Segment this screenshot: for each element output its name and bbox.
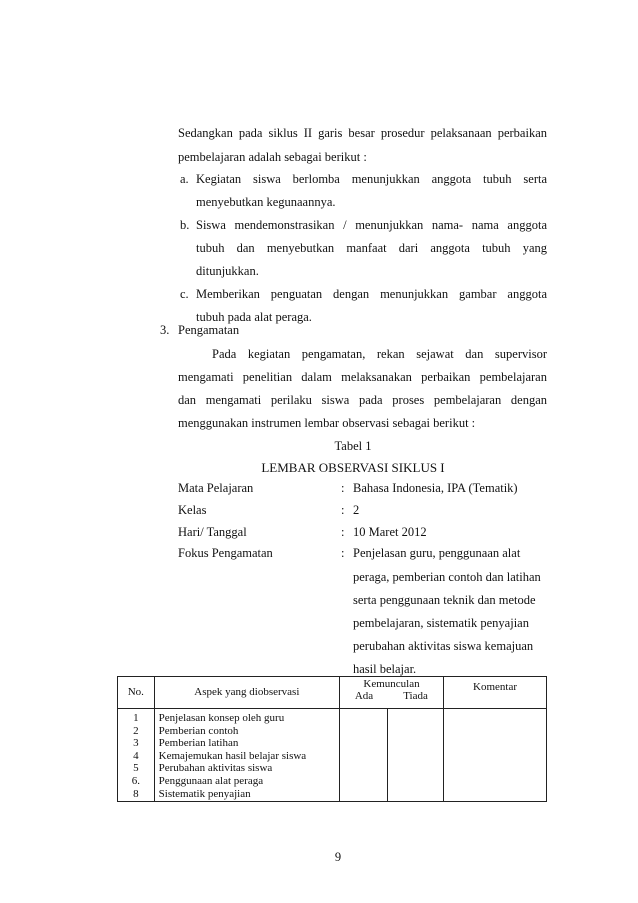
info-label-focus: Fokus Pengamatan <box>178 546 273 560</box>
para1-line2: pembelajaran adalah sebagai berikut : <box>178 150 367 164</box>
para1-line1: Sedangkan pada siklus II garis besar prosedur pelaksanaan perbaikan <box>178 126 547 140</box>
step-c-line2: tubuh pada alat peraga. <box>196 310 312 324</box>
focus-line-5: perubahan aktivitas siswa kemajuan <box>353 639 534 653</box>
aspect-item: Pemberian latihan <box>158 737 239 750</box>
info-colon-class: : <box>341 503 345 517</box>
section3-number: 3. <box>160 323 170 337</box>
step-c-marker: c. <box>180 287 189 301</box>
header-kemunculan-cell <box>340 677 444 709</box>
aspect-item: Sistematik penyajian <box>158 787 251 800</box>
page-number: 9 <box>334 850 342 864</box>
row-number: 4 <box>133 749 139 762</box>
row-number: 6. <box>131 774 140 787</box>
header-tiada: Tiada <box>403 690 428 702</box>
step-a-line2: menyebutkan kegunaannya. <box>196 195 336 209</box>
info-value-subject: Bahasa Indonesia, IPA (Tematik) <box>353 481 518 495</box>
focus-line-6: hasil belajar. <box>353 662 417 676</box>
section3-line2: mengamati penelitian dalam melaksanakan perbaikan pembelajaran <box>178 370 547 384</box>
info-colon-date: : <box>341 525 345 539</box>
step-b-marker: b. <box>180 218 190 232</box>
numbers-cell <box>118 709 155 802</box>
info-value-class: 2 <box>353 503 360 517</box>
header-no: No. <box>127 686 144 699</box>
info-label-class: Kelas <box>178 503 207 517</box>
ada-cell <box>340 709 388 802</box>
header-ada: Ada <box>354 690 374 702</box>
header-aspect-cell <box>154 677 339 709</box>
row-number: 3 <box>133 737 139 750</box>
observation-table <box>117 676 547 802</box>
section3-line4: menggunakan instrumen lembar observasi sebagai berikut : <box>178 416 476 430</box>
header-komentar: Komentar <box>473 681 517 693</box>
row-number: 5 <box>133 762 139 775</box>
observation-table-header <box>118 677 547 709</box>
info-colon-subject: : <box>341 481 345 495</box>
info-value-focus: Penjelasan guru, penggunaan alat <box>353 546 521 560</box>
focus-line-2: peraga, pemberian contoh dan latihan <box>353 570 541 584</box>
section3-line1: Pada kegiatan pengamatan, rekan sejawat dan supervisor <box>212 347 547 361</box>
aspect-item: Penjelasan konsep oleh guru <box>158 712 285 724</box>
aspect-item: Kemajemukan hasil belajar siswa <box>158 749 307 762</box>
tiada-cell <box>388 709 444 802</box>
row-number: 2 <box>133 724 139 737</box>
aspect-item: Perubahan aktivitas siswa <box>158 762 273 775</box>
step-a-marker: a. <box>180 172 189 186</box>
section3-line3: dan mengamati perilaku siswa pada proses pembelajaran dengan <box>178 393 547 407</box>
aspect-item: Penggunaan alat peraga <box>158 774 264 787</box>
focus-line-4: pembelajaran, sistematik penyajian <box>353 616 529 630</box>
focus-line-3: serta penggunaan teknik dan metode <box>353 593 536 607</box>
header-kemunculan: Kemunculan <box>363 678 420 690</box>
header-komentar-cell <box>444 677 547 709</box>
observation-table-body <box>118 709 547 802</box>
step-a-line1: Kegiatan siswa berlomba menunjukkan anggota tubuh serta <box>196 172 547 186</box>
info-label-subject: Mata Pelajaran <box>178 481 254 495</box>
header-no-cell <box>118 677 155 709</box>
header-aspect: Aspek yang diobservasi <box>194 686 300 699</box>
komentar-cell <box>444 709 547 802</box>
table-caption: Tabel 1 <box>334 439 372 453</box>
step-b-line3: ditunjukkan. <box>196 264 259 278</box>
aspects-cell <box>154 709 339 802</box>
aspect-item: Pemberian contoh <box>158 724 239 737</box>
sheet-title: LEMBAR OBSERVASI SIKLUS I <box>261 460 445 475</box>
info-label-date: Hari/ Tanggal <box>178 525 247 539</box>
step-b-line1: Siswa mendemonstrasikan / menunjukkan nama- nama anggota <box>196 218 547 232</box>
step-b-line2: tubuh dan menyebutkan manfaat dari anggota tubuh yang <box>196 241 547 255</box>
info-value-date: 10 Maret 2012 <box>353 525 427 539</box>
info-colon-focus: : <box>341 546 345 560</box>
section3-title: Pengamatan <box>178 323 240 337</box>
row-number: 8 <box>133 787 139 800</box>
step-c-line1: Memberikan penguatan dengan menunjukkan gambar anggota <box>196 287 547 301</box>
row-number: 1 <box>133 712 139 724</box>
